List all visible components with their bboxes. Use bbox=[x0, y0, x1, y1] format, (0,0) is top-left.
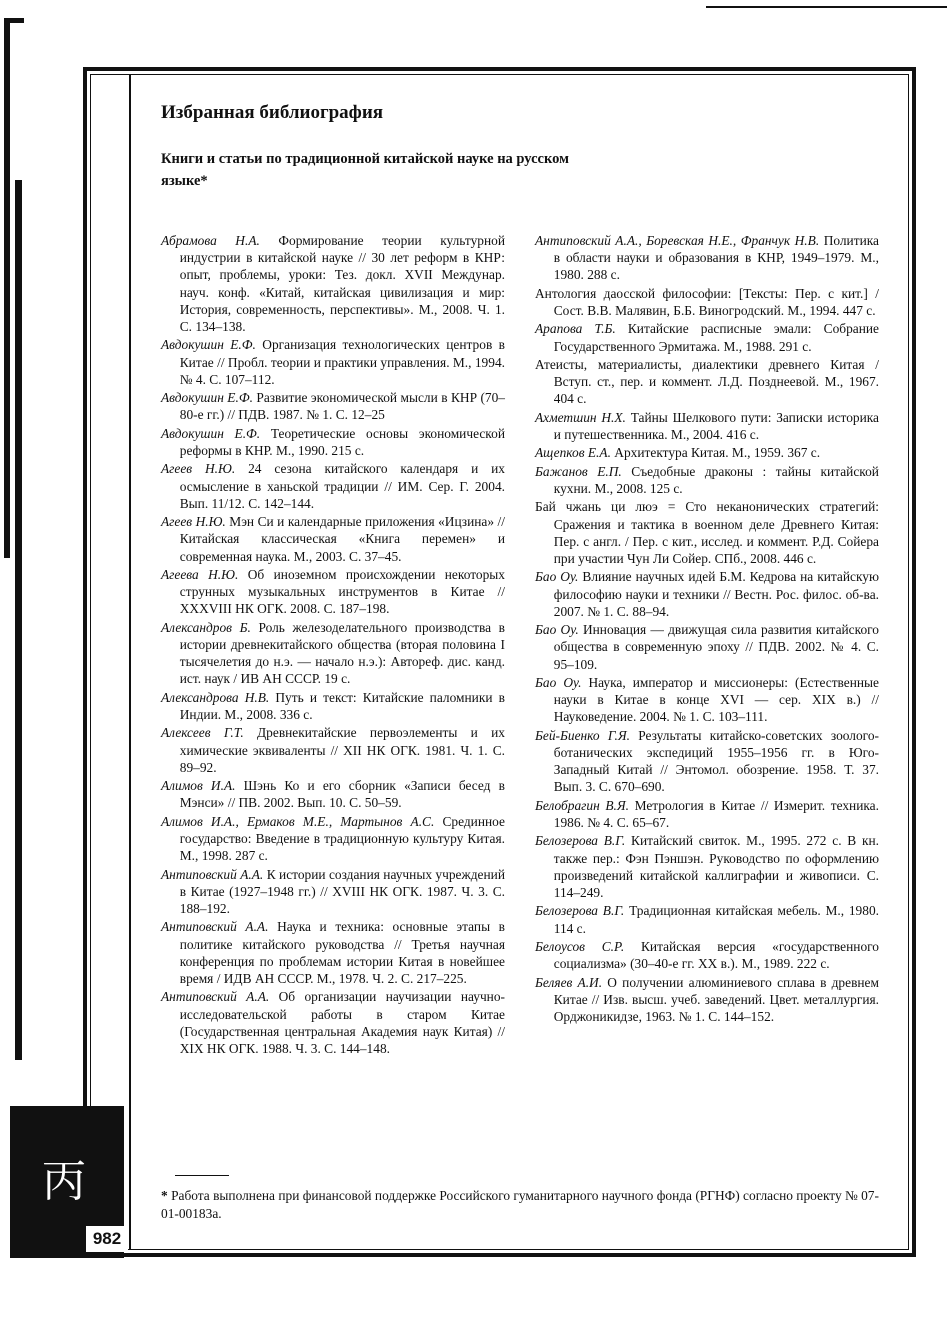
entry-text: Тайны Шелкового пути: Записки историка и путешественника. М., 2004. 416 с. bbox=[553, 409, 879, 442]
entry-author: Алексеев Г.Т. bbox=[161, 725, 244, 741]
bibliography-entry bbox=[535, 674, 879, 726]
entry-text: Архитектура Китая. М., 1959. 367 с. bbox=[614, 445, 821, 461]
entry-text: Об иноземном происхождении некоторых струнных музыкальных инструментов в Китае // XXXVIII НК ОГК. 2008. С. 187–198. bbox=[179, 566, 505, 617]
entry-author: Белозерова В.Г. bbox=[535, 903, 625, 919]
footnote bbox=[161, 1187, 893, 1223]
bibliography-column-right bbox=[535, 232, 879, 1026]
entry-author: Арапова Т.Б. bbox=[535, 321, 616, 337]
entry-author: Абрамова Н.А. bbox=[161, 233, 260, 248]
bibliography-entry bbox=[161, 389, 505, 423]
bibliography-entry bbox=[535, 498, 879, 567]
bibliography-entry bbox=[161, 988, 505, 1057]
bibliography-entry bbox=[535, 974, 879, 1026]
bibliography-entry bbox=[535, 568, 879, 620]
entry-text: О получении алюминиевого сплава в древнем Китае // Изв. высш. учеб. заведений. Цвет. металлургия. Орджоникидзе, 1963. № 1. С. 144–152. bbox=[553, 974, 879, 1024]
entry-author: Ахметшин Н.Х. bbox=[535, 409, 626, 425]
side-margin-bar bbox=[90, 74, 131, 1250]
entry-text: Мэн Си и календарные приложения «Ицзина» // Китайская классическая «Книга перемен» и современная наука. М., 2003. С. 37–45. bbox=[179, 514, 505, 564]
entry-author: Авдокушин Е.Ф. bbox=[161, 425, 261, 441]
entry-author: Бао Оу. bbox=[535, 674, 582, 690]
entry-author: Антиповский А.А. bbox=[161, 866, 264, 882]
bibliography-entry bbox=[535, 285, 879, 319]
bibliography-entry bbox=[161, 619, 505, 688]
entry-text: Наука и техника: основные этапы в политике китайского руководства // Третья научная конференция по проблемам истории Китая в новейшее время / ИДВ АН СССР. М., 1978. Ч. 2. С. 217–225. bbox=[179, 919, 505, 986]
entry-text: Политика в области науки и образования в КНР, 1949–1979. М., 1980. 288 с. bbox=[553, 233, 879, 283]
entry-author: Авдокушин Е.Ф. bbox=[161, 390, 253, 406]
entry-text: Шэнь Ко и его сборник «Записи бесед в Мэнси» // ПВ. 2002. Вып. 10. С. 50–59. bbox=[179, 778, 505, 811]
bibliography-entry bbox=[535, 621, 879, 673]
entry-text: Срединное государство: Введение в традиционную культуру Китая. М., 1998. 287 с. bbox=[179, 813, 505, 864]
bibliography-column-left bbox=[161, 232, 505, 1058]
bibliography-entry bbox=[535, 232, 879, 284]
entry-author: Бао Оу. bbox=[535, 622, 579, 638]
bibliography-entry bbox=[535, 727, 879, 796]
bibliography-entry bbox=[535, 409, 879, 443]
entry-text: Результаты китайско-советских зоолого-ботанических экспедиций 1955–1956 гг. в Юго-Западный Китай // Энтомол. обозрение. 1958. Т. 37. Вып. 3. С. 670–690. bbox=[553, 727, 879, 795]
bibliography-entry bbox=[161, 689, 505, 723]
chapter-glyph: 丙 bbox=[42, 1156, 86, 1207]
entry-text: Наука, император и миссионеры: (Естественные науки в Китае в конце XVI — сер. XIX в.) // Науковедение. 2004. № 1. С. 103–111. bbox=[553, 674, 880, 725]
entry-author: Агеев Н.Ю. bbox=[161, 461, 236, 477]
bibliography-entry bbox=[535, 320, 879, 354]
entry-text: Китайские расписные эмали: Собрание Государственного Эрмитажа. М., 1988. 291 с. bbox=[553, 321, 879, 354]
entry-text: Развитие экономической мысли в КНР (70–80-е гг.) // ПДВ. 1987. № 1. С. 12–25 bbox=[179, 390, 505, 423]
entry-author: Антиповский А.А. bbox=[161, 919, 269, 935]
entry-text: Теоретические основы экономической реформы в КНР. М., 1990. 215 с. bbox=[179, 425, 505, 458]
bibliography-entry bbox=[535, 938, 879, 972]
entry-author: Бао Оу. bbox=[535, 569, 579, 585]
entry-author: Алимов И.А. bbox=[161, 778, 236, 794]
bibliography-entry bbox=[535, 797, 879, 831]
entry-author: Ащепков Е.А. bbox=[535, 445, 611, 461]
entry-author: Агеев Н.Ю. bbox=[161, 514, 226, 530]
bibliography-entry bbox=[535, 356, 879, 408]
entry-text: Инновация — движущая сила развития китайского общества в современную эпоху // ПДВ. 2002. № 4. С. 95–109. bbox=[553, 622, 879, 672]
entry-text: Путь и текст: Китайские паломники в Индии. М., 2008. 336 с. bbox=[179, 689, 505, 722]
bibliography-entry bbox=[161, 232, 505, 335]
entry-text: Антология даосской философии: [Тексты: Пер. с кит.] / Сост. В.В. Малявин, Б.Б. Виногродский. М., 1994. 447 с. bbox=[535, 285, 879, 318]
bibliography-entry bbox=[161, 866, 505, 918]
entry-text: Об организации научизации научно-исследовательской работы в старом Китае (Государственная центральная Академия наук Китая) // XIX НК ОГК. 1988. Ч. 3. С. 144–148. bbox=[179, 989, 505, 1056]
entry-author: Беляев А.И. bbox=[535, 974, 603, 990]
footnote-marker: * bbox=[161, 1188, 168, 1203]
section-subtitle: Книги и статьи по традиционной китайской науке на русском языке* bbox=[161, 151, 569, 189]
entry-author: Авдокушин Е.Ф. bbox=[161, 337, 256, 353]
entry-author: Антиповский А.А., Боревская Н.Е., Франчук Н.В. bbox=[535, 233, 820, 248]
entry-author: Антиповский А.А. bbox=[161, 989, 270, 1005]
entry-author: Белобрагин В.Я. bbox=[535, 797, 629, 813]
entry-author: Алимов И.А., Ермаков М.Е., Мартынов А.С. bbox=[161, 813, 435, 829]
bibliography-entry bbox=[535, 832, 879, 901]
entry-author: Бей-Биенко Г.Я. bbox=[535, 727, 630, 743]
entry-author: Александрова Н.В. bbox=[161, 689, 270, 705]
entry-author: Белозерова В.Г. bbox=[535, 833, 626, 849]
entry-text: Съедобные драконы : тайны китайской кухни. М., 2008. 125 с. bbox=[553, 463, 879, 496]
entry-text: 24 сезона китайского календаря и их осмысление в ханьской традиции // ИМ. Сер. Г. 2004. Вып. 11/12. С. 142–144. bbox=[179, 461, 505, 511]
entry-author: Агеева Н.Ю. bbox=[161, 566, 239, 582]
scan-edge-mark-top bbox=[4, 18, 24, 23]
entry-text: Китайская версия «государственного социализма» (30–40-е гг. XX в.). М., 1989. 222 с. bbox=[553, 938, 879, 972]
footnote-divider bbox=[175, 1175, 229, 1176]
entry-text: К истории создания научных учреждений в Китае (1927–1948 гг.) // XVIII НК ОГК. 1987. Ч. 3. С. 188–192. bbox=[179, 866, 505, 916]
bibliography-entry bbox=[535, 902, 879, 936]
bibliography-entry bbox=[161, 918, 505, 987]
scan-edge-mark bbox=[4, 18, 10, 558]
page-number: 982 bbox=[92, 1229, 122, 1248]
entry-text: Организация технологических центров в Китае // Пробл. теории и практики управления. М., 1994. № 4. С. 107–112. bbox=[179, 337, 505, 387]
bibliography-entry bbox=[161, 425, 505, 459]
entry-text: Метрология в Китае // Измерит. техника. 1986. № 4. С. 65–67. bbox=[553, 797, 879, 830]
entry-text: Китайский свиток. М., 1995. 272 с. В кн. также пер.: Фэн Пэншэн. Руководство по оформлению произведений китайской каллиграфии и живописи. С. 114–249. bbox=[553, 833, 879, 900]
entry-text: Влияние научных идей Б.М. Кедрова на китайскую философию науки и техники // Вестн. Рос. филос. об-ва. 2007. № 1. С. 88–94. bbox=[553, 569, 879, 619]
entry-text: Бай чжань ци люэ = Сто неканонических стратегий: Сражения и тактика в военном деле Древнего Китая: Пер. с англ. / Пер. с кит., исслед. и коммент. Р.Д. Сойера при участии Чун Ли Сойер. СПб., 2008. 446 с. bbox=[535, 499, 879, 566]
bibliography-entry bbox=[161, 724, 505, 776]
page-title: Избранная библиография bbox=[161, 102, 384, 123]
entry-text: Древнекитайские первоэлементы и их химические эквиваленты // XII НК ОГК. 1981. Ч. 1. С. 89–92. bbox=[179, 725, 505, 775]
bibliography-entry bbox=[535, 444, 879, 461]
bibliography-entry bbox=[161, 460, 505, 512]
bibliography-entry bbox=[535, 463, 879, 497]
bibliography-entry bbox=[161, 566, 505, 618]
bibliography-entry bbox=[161, 336, 505, 388]
footnote-text: Работа выполнена при финансовой поддержке Российского гуманитарного научного фонда (РГНФ) согласно проекту № 07-01-00183а. bbox=[161, 1188, 879, 1221]
entry-text: Роль железоделательного производства в истории древнекитайского общества (вторая половина I тысячелетия до н.э. — начало н.э.): Автореф. дис. канд. ист. наук / ИВ АН СССР. 19 с. bbox=[179, 619, 505, 687]
entry-author: Бажанов Е.П. bbox=[535, 463, 622, 479]
entry-author: Белоусов С.Р. bbox=[535, 938, 625, 954]
bibliography-entry bbox=[161, 777, 505, 811]
entry-text: Традиционная китайская мебель. М., 1980. 114 с. bbox=[553, 903, 879, 936]
bibliography-entry bbox=[161, 513, 505, 565]
entry-text: Формирование теории культурной индустрии в китайской науке // 30 лет реформ в КНР: опыт, проблемы, уроки: Тез. докл. XVII Междунар. науч. конф. «Китай, китайская цивилизация и мир: История, современность, перспективы». М., 2008. Ч. 1. С. 134–138. bbox=[179, 233, 505, 335]
scan-binding-shadow bbox=[15, 180, 22, 1060]
bibliography-entry bbox=[161, 813, 505, 865]
entry-text: Атеисты, материалисты, диалектики древнего Китая / Вступ. ст., пер. и коммент. Л.Д. Позднеевой. М., 1967. 404 с. bbox=[535, 356, 879, 407]
entry-author: Александров Б. bbox=[161, 619, 251, 635]
scan-edge-line bbox=[706, 6, 947, 8]
